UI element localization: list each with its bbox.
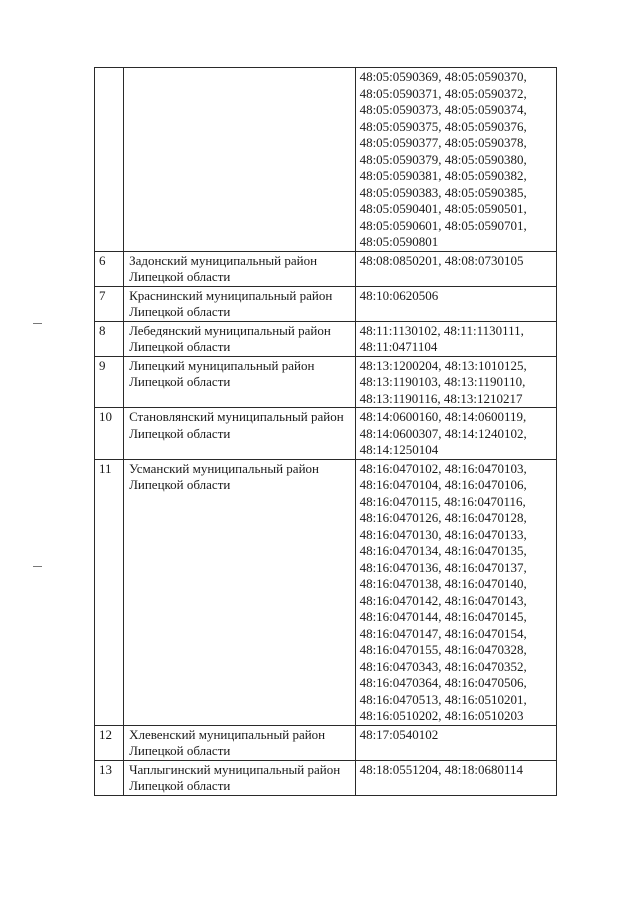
cadastral-code-line: 48:05:0590601, 48:05:0590701,: [359, 217, 527, 233]
row-number: 8: [99, 322, 106, 338]
cadastral-code-line: 48:11:1130102, 48:11:1130111,: [359, 322, 524, 338]
district-name: [124, 68, 355, 69]
district-name: Лебедянский муниципальный район Липецкой области: [129, 322, 331, 354]
cadastral-codes-cell: [355, 321, 556, 356]
cadastral-code-line: 48:16:0470147, 48:16:0470154,: [359, 625, 527, 641]
cadastral-code-line: 48:13:1190116, 48:13:1210217: [359, 390, 523, 406]
district-name: Липецкий муниципальный район Липецкой области: [129, 357, 315, 389]
district-name: Усманский муниципальный район Липецкой области: [129, 460, 319, 492]
table-row: [95, 251, 557, 286]
district-name-cell: [124, 356, 356, 408]
district-name-cell: [124, 68, 356, 252]
row-number: [95, 68, 123, 69]
cadastral-code-line: 48:05:0590375, 48:05:0590376,: [359, 118, 527, 134]
cadastral-code-line: 48:05:0590401, 48:05:0590501,: [359, 201, 527, 216]
cadastral-code-line: 48:05:0590381, 48:05:0590382,: [359, 168, 527, 183]
cadastral-code-line: 48:05:0590369, 48:05:0590370,: [359, 69, 527, 84]
row-number-cell: [95, 321, 124, 356]
cadastral-code-line: 48:16:0470134, 48:16:0470135,: [359, 543, 527, 558]
cadastral-code-line: 48:14:1250104: [359, 442, 439, 457]
table-row: [95, 408, 557, 460]
row-number: 6: [99, 252, 106, 268]
row-number-cell: [95, 251, 124, 286]
cadastral-code-line: 48:16:0470102, 48:16:0470103,: [359, 460, 527, 476]
table-row: [95, 725, 557, 760]
margin-mark-top: [33, 323, 42, 324]
row-number-cell: [95, 408, 124, 460]
cadastral-codes-cell: [355, 286, 556, 321]
cadastral-code-line: 48:08:0850201, 48:08:0730105: [359, 252, 524, 268]
district-name-cell: [124, 459, 356, 725]
cadastral-code-line: 48:05:0590383, 48:05:0590385,: [359, 184, 527, 200]
table-row: [95, 286, 557, 321]
row-number: 12: [99, 726, 112, 742]
cadastral-code-line: 48:16:0470138, 48:16:0470140,: [359, 576, 527, 591]
district-name-cell: [124, 321, 356, 356]
cadastral-code-line: 48:16:0470130, 48:16:0470133,: [359, 526, 527, 542]
cadastral-code-line: 48:18:0551204, 48:18:0680114: [359, 761, 524, 777]
cadastral-code-line: 48:05:0590377, 48:05:0590378,: [359, 135, 527, 150]
cadastral-codes-cell: [355, 459, 556, 725]
cadastral-code-line: 48:16:0470343, 48:16:0470352,: [359, 658, 527, 674]
cadastral-code-line: 48:16:0470142, 48:16:0470143,: [359, 592, 527, 608]
cadastral-code-line: 48:16:0470115, 48:16:0470116,: [359, 493, 526, 509]
district-name: Чаплыгинский муниципальный район Липецкой области: [129, 761, 341, 793]
district-name-cell: [124, 251, 356, 286]
cadastral-code-line: 48:10:0620506: [359, 287, 439, 303]
cadastral-code-line: 48:05:0590801: [359, 234, 439, 249]
row-number: 13: [99, 761, 112, 777]
row-number: 11: [99, 460, 112, 476]
cadastral-code-line: 48:13:1190103, 48:13:1190110,: [359, 374, 526, 389]
district-name-cell: [124, 408, 356, 460]
cadastral-codes-cell: [355, 408, 556, 460]
row-number-cell: [95, 286, 124, 321]
table-row: [95, 760, 557, 795]
cadastral-code-line: 48:05:0590373, 48:05:0590374,: [359, 102, 527, 117]
cadastral-codes-cell: [355, 356, 556, 408]
row-number: 7: [99, 287, 106, 303]
cadastral-code-line: 48:16:0470513, 48:16:0510201,: [359, 691, 527, 707]
cadastral-codes-cell: [355, 725, 556, 760]
district-name-cell: [124, 760, 356, 795]
cadastral-code-line: 48:16:0470364, 48:16:0470506,: [359, 675, 527, 690]
district-name: Становлянский муниципальный район Липецкой области: [129, 409, 344, 441]
cadastral-table: [94, 67, 557, 796]
cadastral-codes-cell: [355, 760, 556, 795]
table-row: [95, 356, 557, 408]
district-name: Задонский муниципальный район Липецкой области: [129, 252, 318, 284]
cadastral-code-line: 48:16:0510202, 48:16:0510203: [359, 708, 524, 723]
row-number-cell: [95, 356, 124, 408]
table-row: [95, 459, 557, 725]
row-number-cell: [95, 760, 124, 795]
district-name-cell: [124, 286, 356, 321]
cadastral-code-line: 48:17:0540102: [359, 726, 439, 742]
row-number-cell: [95, 725, 124, 760]
cadastral-code-line: 48:14:0600307, 48:14:1240102,: [359, 425, 527, 441]
table-row: [95, 321, 557, 356]
cadastral-code-line: 48:16:0470136, 48:16:0470137,: [359, 559, 527, 575]
margin-mark-bottom: [33, 566, 42, 567]
cadastral-codes-cell: [355, 68, 556, 252]
district-name: Хлевенский муниципальный район Липецкой области: [129, 726, 326, 758]
cadastral-code-line: 48:14:0600160, 48:14:0600119,: [359, 409, 527, 424]
cadastral-code-line: 48:05:0590379, 48:05:0590380,: [359, 151, 527, 167]
cadastral-code-line: 48:05:0590371, 48:05:0590372,: [359, 85, 527, 101]
cadastral-code-line: 48:13:1200204, 48:13:1010125,: [359, 357, 527, 373]
cadastral-code-line: 48:11:0471104: [359, 339, 438, 354]
table-row: [95, 68, 557, 252]
cadastral-code-line: 48:16:0470144, 48:16:0470145,: [359, 609, 527, 624]
row-number: 10: [99, 409, 112, 424]
cadastral-code-line: 48:16:0470104, 48:16:0470106,: [359, 477, 527, 492]
cadastral-code-line: 48:16:0470155, 48:16:0470328,: [359, 642, 527, 657]
row-number: 9: [99, 357, 106, 373]
cadastral-code-line: 48:16:0470126, 48:16:0470128,: [359, 510, 527, 525]
row-number-cell: [95, 68, 124, 252]
district-name-cell: [124, 725, 356, 760]
row-number-cell: [95, 459, 124, 725]
cadastral-codes-cell: [355, 251, 556, 286]
district-name: Краснинский муниципальный район Липецкой области: [129, 287, 333, 319]
